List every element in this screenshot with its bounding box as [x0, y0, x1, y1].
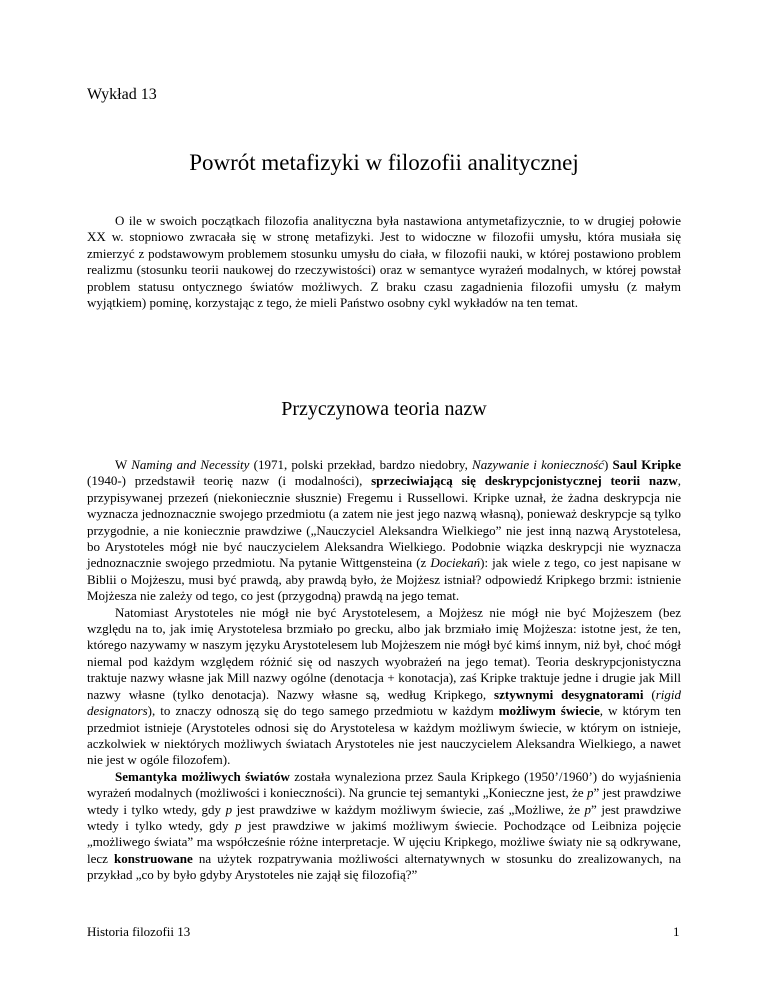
bold-text: sztywnymi desygnatorami [494, 686, 644, 702]
lecture-label: Wykład 13 [87, 86, 157, 103]
text-run: , przypisywanej przezeń (niekoniecznie słusznie) Fregemu i Russellowi. Kripke uznał, że żadna deskrypcja nie wyznacza jednoznacznie swojego przedmiotu (a zatem nie jest jego nazwą własną), ponieważ deskrypcje są tylko przygodnie, a nie koniecznie prawdziwe („Nauczyciel Aleksandra Wielkiego” nie jest inną nazwą Arystotelesa, bo Arystoteles mógł nie być nauczycielem Aleksandra Wielkiego. Podobnie wiązka deskrypcji nie wyznacza jednoznacznie swojego przedmiotu. Na pytanie Wittgensteina (z [87, 473, 681, 571]
bold-text: Saul Kripke [612, 457, 681, 472]
body-section [87, 457, 681, 884]
footer-page-number: 1 [673, 924, 680, 939]
text-run: Natomiast Arystoteles nie mógł nie być Arystotelesem, a Mojżesz nie mógł nie być Mojżeszem (bez względu na to, jak imię Arystotelesa brzmiało po grecku, albo jak brzmiało imię Mojżesza: istotne jest, że ten, którego nazywamy w naszym języku Arystotelesem lub Mojżeszem nie mógł być kimś innym, niż był, choć mógł niemal pod każdym względem różnić się od naszych wyobrażeń na jego temat). Teoria deskrypcjonistyczna traktuje nazwy własne jak Mill nazwy ogólne (denotacja + konotacja), zaś Kripke traktuje jedne i drugie jak Mill nazwy własne (tylko denotacja). Nazwy własne są, według Kripkego, [87, 604, 681, 702]
bold-text: Semantyka możliwych światów [115, 768, 290, 784]
text-run: ( [643, 686, 656, 702]
bold-text: konstruowane [114, 850, 193, 866]
italic-text: p [225, 801, 233, 817]
text-run: ), to znaczy odnoszą się do tego samego przedmiotu w każdym [147, 703, 499, 719]
italic-text: rigid designators [87, 686, 681, 719]
text-run: na użytek rozpatrywania możliwości alternatywnych w stosunku do zrealizowanych, na przykład „co by było gdyby Arystoteles nie zajął się filozofią?” [87, 850, 682, 883]
footer-course: Historia filozofii 13 [87, 924, 191, 939]
italic-text: Naming and Necessity [131, 457, 250, 472]
italic-text: Dociekań [430, 555, 481, 571]
intro-section [87, 213, 681, 311]
text-run: , w którym ten przedmiot istnieje (Arystoteles odnosi się do Arystotelesa w każdym możliwym świecie, w którym on istnieje, aczkolwiek w niektórych możliwych światach Arystoteles nie jest nauczycielem Aleksandra Wielkiego, a nawet nie jest w ogóle filozofem). [87, 703, 681, 768]
paragraph [87, 457, 681, 605]
paragraph [87, 213, 681, 311]
text-run: (1940-) przedstawił teorię nazw (i modalności), [87, 473, 372, 489]
text-run: ” jest prawdziwe wtedy i tylko wtedy, gdy [87, 801, 682, 833]
bold-text: możliwym świecie [498, 703, 600, 719]
text-run: jest prawdziwe w jakimś możliwym świecie. Pochodzące od Leibniza pojęcie „możliwego świata” ma współcześnie różne interpretacje. W ujęciu Kripkego, możliwe światy nie są odkrywane, lecz [87, 817, 681, 866]
page-title: Powrót metafizyki w filozofii analitycznej [189, 150, 579, 175]
text-run: ) [603, 457, 613, 472]
italic-text: p [235, 817, 242, 833]
italic-text: p [584, 801, 592, 817]
bold-text: sprzeciwiającą się deskrypcjonistycznej teorii nazw [371, 473, 678, 489]
text-run: ” jest prawdziwe wtedy i tylko wtedy, gdy [87, 785, 681, 817]
text-run: W [115, 457, 132, 472]
text-run: ): jak wiele z tego, co jest napisane w Biblii o Mojżeszu, musi być prawdą, aby prawdą było, że Mojżesz istniał? odpowiedź Kripkego brzmi: istnienie Mojżesza nie zależy od tego, co jest (przygodną) prawdą na jego temat. [87, 555, 681, 604]
paragraph [87, 605, 681, 769]
text-run: (1971, polski przekład, bardzo niedobry, [249, 457, 473, 472]
section-title: Przyczynowa teoria nazw [281, 398, 487, 420]
text-run: została wynaleziona przez Saula Kripkego (1950’/1960’) do wyjaśnienia wyrażeń modalnych (możliwości i konieczności). Na gruncie tej semantyki „Konieczne jest, że [87, 768, 681, 801]
text-run: jest prawdziwe w każdym możliwym świecie, zaś „Możliwe, że [232, 801, 585, 817]
paragraph [87, 769, 681, 884]
italic-text: Nazywanie i konieczność [472, 457, 604, 472]
italic-text: p [586, 785, 594, 801]
text-run: O ile w swoich początkach filozofia analityczna była nastawiona antymetafizycznie, to w drugiej połowie XX w. stopniowo zwracała się w stronę metafizyki. Jest to widoczne w filozofii umysłu, która musiała się zmierzyć z podstawowym problemem stosunku umysłu do ciała, w filozofii nauki, w której postawiono problem realizmu (stosunku teorii naukowej do rzeczywistości) oraz w semantyce wyrażeń modalnych, w której powstał problem statusu ontycznego światów możliwych. Z braku czasu zagadnienia filozofii umysłu (z małym wyjątkiem) pominę, korzystając z tego, że mieli Państwo osobny cykl wykładów na ten temat. [87, 213, 681, 311]
